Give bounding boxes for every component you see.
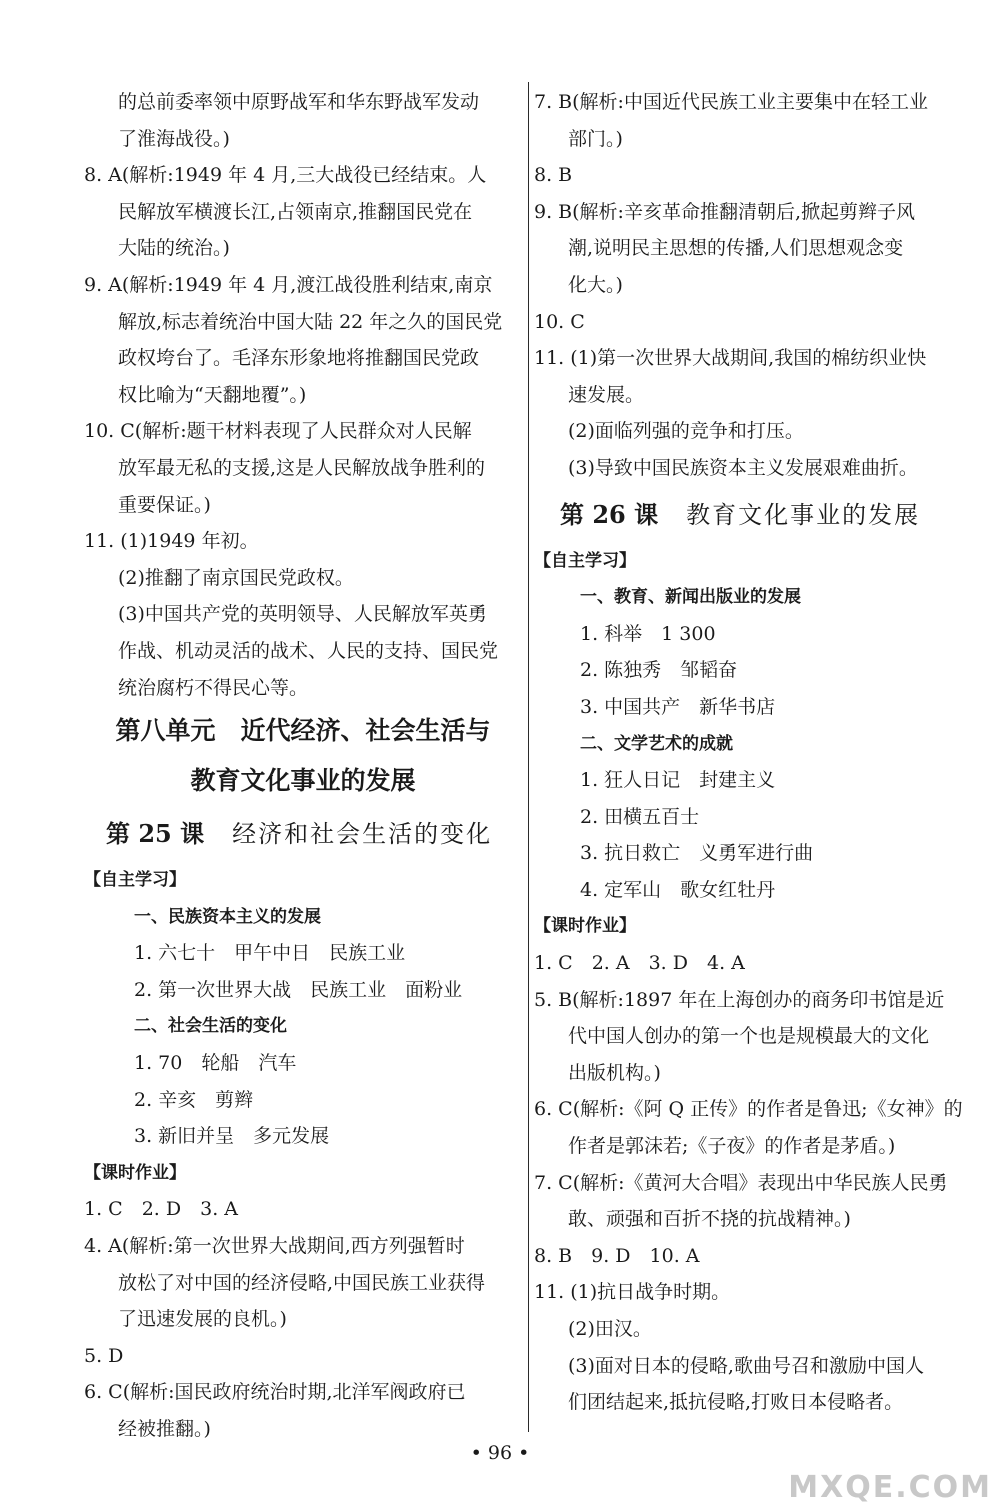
watermark: MXQE.COM	[788, 1470, 992, 1505]
lesson-number: 第 26 课	[560, 499, 659, 529]
text-line: 经被推翻。)	[118, 1418, 211, 1440]
text-line: 9. A(解析:1949 年 4 月,渡江战役胜利结束,南京	[84, 273, 493, 296]
text-line: 部门。)	[568, 127, 623, 150]
subsection-heading: 二、文学艺术的成就	[580, 733, 733, 754]
text-line: 10. C(解析:题干材料表现了人民群众对人民解	[84, 420, 472, 443]
left-column	[84, 84, 522, 1448]
text-line: 1. C 2. D 3. A	[84, 1198, 238, 1221]
text-line: 7. C(解析:《黄河大合唱》表现出中华民族人民勇	[534, 1171, 948, 1194]
text-line: 11. (1)第一次世界大战期间,我国的棉纺织业快	[534, 347, 927, 370]
text-line: 了淮海战役。)	[118, 127, 230, 150]
text-line: (3)导致中国民族资本主义发展艰难曲折。	[568, 456, 918, 479]
text-line: 3. 新旧并呈 多元发展	[134, 1125, 330, 1148]
text-line: 1. 科举 1 300	[580, 622, 716, 645]
text-line: 1. 70 轮船 汽车	[134, 1052, 297, 1075]
text-line: 2. 田横五百士	[580, 805, 700, 828]
text-line: 3. 中国共产 新华书店	[580, 695, 776, 718]
text-line: (2)面临列强的竞争和打压。	[568, 420, 804, 443]
section-heading: 【自主学习】	[84, 870, 186, 891]
text-line: 11. (1)1949 年初。	[84, 530, 259, 553]
text-line: (2)田汉。	[568, 1318, 652, 1340]
text-line: 代中国人创办的第一个也是规模最大的文化	[568, 1025, 930, 1048]
text-line: 了迅速发展的良机。)	[118, 1308, 287, 1331]
text-line: 9. B(解析:辛亥革命推翻清朝后,掀起剪辫子风	[534, 200, 915, 223]
text-line: (3)面对日本的侵略,歌曲号召和激励中国人	[568, 1354, 924, 1377]
text-line: 2. 陈独秀 邹韬奋	[580, 659, 738, 682]
lesson-name: 经济和社会生活的变化	[232, 820, 493, 849]
column-divider	[528, 82, 529, 1432]
text-line: 8. A(解析:1949 年 4 月,三大战役已经结束。人	[84, 164, 487, 187]
text-line: 2. 辛亥 剪辫	[134, 1088, 254, 1111]
text-line: 作者是郭沫若;《子夜》的作者是茅盾。)	[568, 1135, 896, 1158]
text-line: 5. D	[84, 1344, 124, 1367]
page-number: • 96 •	[470, 1442, 530, 1464]
text-line: 6. C(解析:《阿 Q 正传》的作者是鲁迅;《女神》的	[534, 1098, 963, 1121]
text-line: 7. B(解析:中国近代民族工业主要集中在轻工业	[534, 91, 928, 113]
text-line: 化大。)	[568, 273, 623, 296]
text-line: 4. A(解析:第一次世界大战期间,西方列强暂时	[84, 1235, 465, 1258]
lesson-name: 教育文化事业的发展	[686, 500, 921, 529]
text-line: 8. B 9. D 10. A	[534, 1244, 700, 1267]
lesson-number: 第 25 课	[106, 819, 205, 849]
text-line: 们团结起来,抵抗侵略,打败日本侵略者。	[568, 1391, 904, 1414]
text-line: 的总前委率领中原野战军和华东野战军发动	[118, 91, 480, 113]
lesson-title	[534, 487, 972, 543]
text-line: 3. 抗日救亡 义勇军进行曲	[580, 842, 814, 865]
text-line: 权比喻为“天翻地覆”。)	[118, 383, 307, 406]
text-line: 潮,说明民主思想的传播,人们思想观念变	[568, 237, 904, 260]
text-line: 出版机构。)	[568, 1061, 661, 1084]
text-line: 大陆的统治。)	[118, 237, 230, 260]
text-line: 6. C(解析:国民政府统治时期,北洋军阀政府已	[84, 1381, 466, 1404]
text-line: 放松了对中国的经济侵略,中国民族工业获得	[118, 1271, 486, 1294]
text-line: 重要保证。)	[118, 493, 211, 516]
text-line: 敢、顽强和百折不挠的抗战精神。)	[568, 1208, 851, 1231]
text-line: 5. B(解析:1897 年在上海创办的商务印书馆是近	[534, 988, 945, 1011]
text-line: 1. 狂人日记 封建主义	[580, 769, 776, 792]
subsection-heading: 一、民族资本主义的发展	[134, 906, 321, 927]
text-line: 1. 六七十 甲午中日 民族工业	[134, 942, 406, 965]
text-line: 放军最无私的支援,这是人民解放战争胜利的	[118, 456, 486, 479]
text-line: 8. B	[534, 164, 573, 187]
subsection-heading: 二、社会生活的变化	[134, 1016, 287, 1037]
text-line: (2)推翻了南京国民党政权。	[118, 566, 354, 589]
text-line: 1. C 2. A 3. D 4. A	[534, 952, 745, 975]
lesson-title	[84, 806, 522, 862]
text-line: 统治腐朽不得民心等。	[118, 676, 309, 699]
text-line: (3)中国共产党的英明领导、人民解放军英勇	[118, 603, 487, 626]
right-column	[534, 84, 972, 1421]
subsection-heading: 一、教育、新闻出版业的发展	[580, 587, 801, 608]
section-heading: 【自主学习】	[534, 550, 636, 571]
section-heading: 【课时作业】	[534, 916, 636, 937]
text-line: 民解放军横渡长江,占领南京,推翻国民党在	[118, 200, 473, 223]
text-line: 4. 定军山 歌女红牡丹	[580, 878, 776, 901]
text-line: 速发展。	[568, 383, 645, 406]
text-line: 解放,标志着统治中国大陆 22 年之久的国民党	[118, 310, 503, 333]
text-line: 11. (1)抗日战争时期。	[534, 1281, 731, 1304]
section-heading: 【课时作业】	[84, 1162, 186, 1183]
text-line: 作战、机动灵活的战术、人民的支持、国民党	[118, 639, 499, 662]
text-line: 10. C	[534, 310, 585, 333]
unit-title: 教育文化事业的发展	[190, 766, 416, 796]
text-line: 2. 第一次世界大战 民族工业 面粉业	[134, 978, 463, 1001]
text-line: 政权垮台了。毛泽东形象地将推翻国民党政	[118, 347, 480, 370]
unit-title: 第八单元 近代经济、社会生活与	[115, 716, 491, 746]
